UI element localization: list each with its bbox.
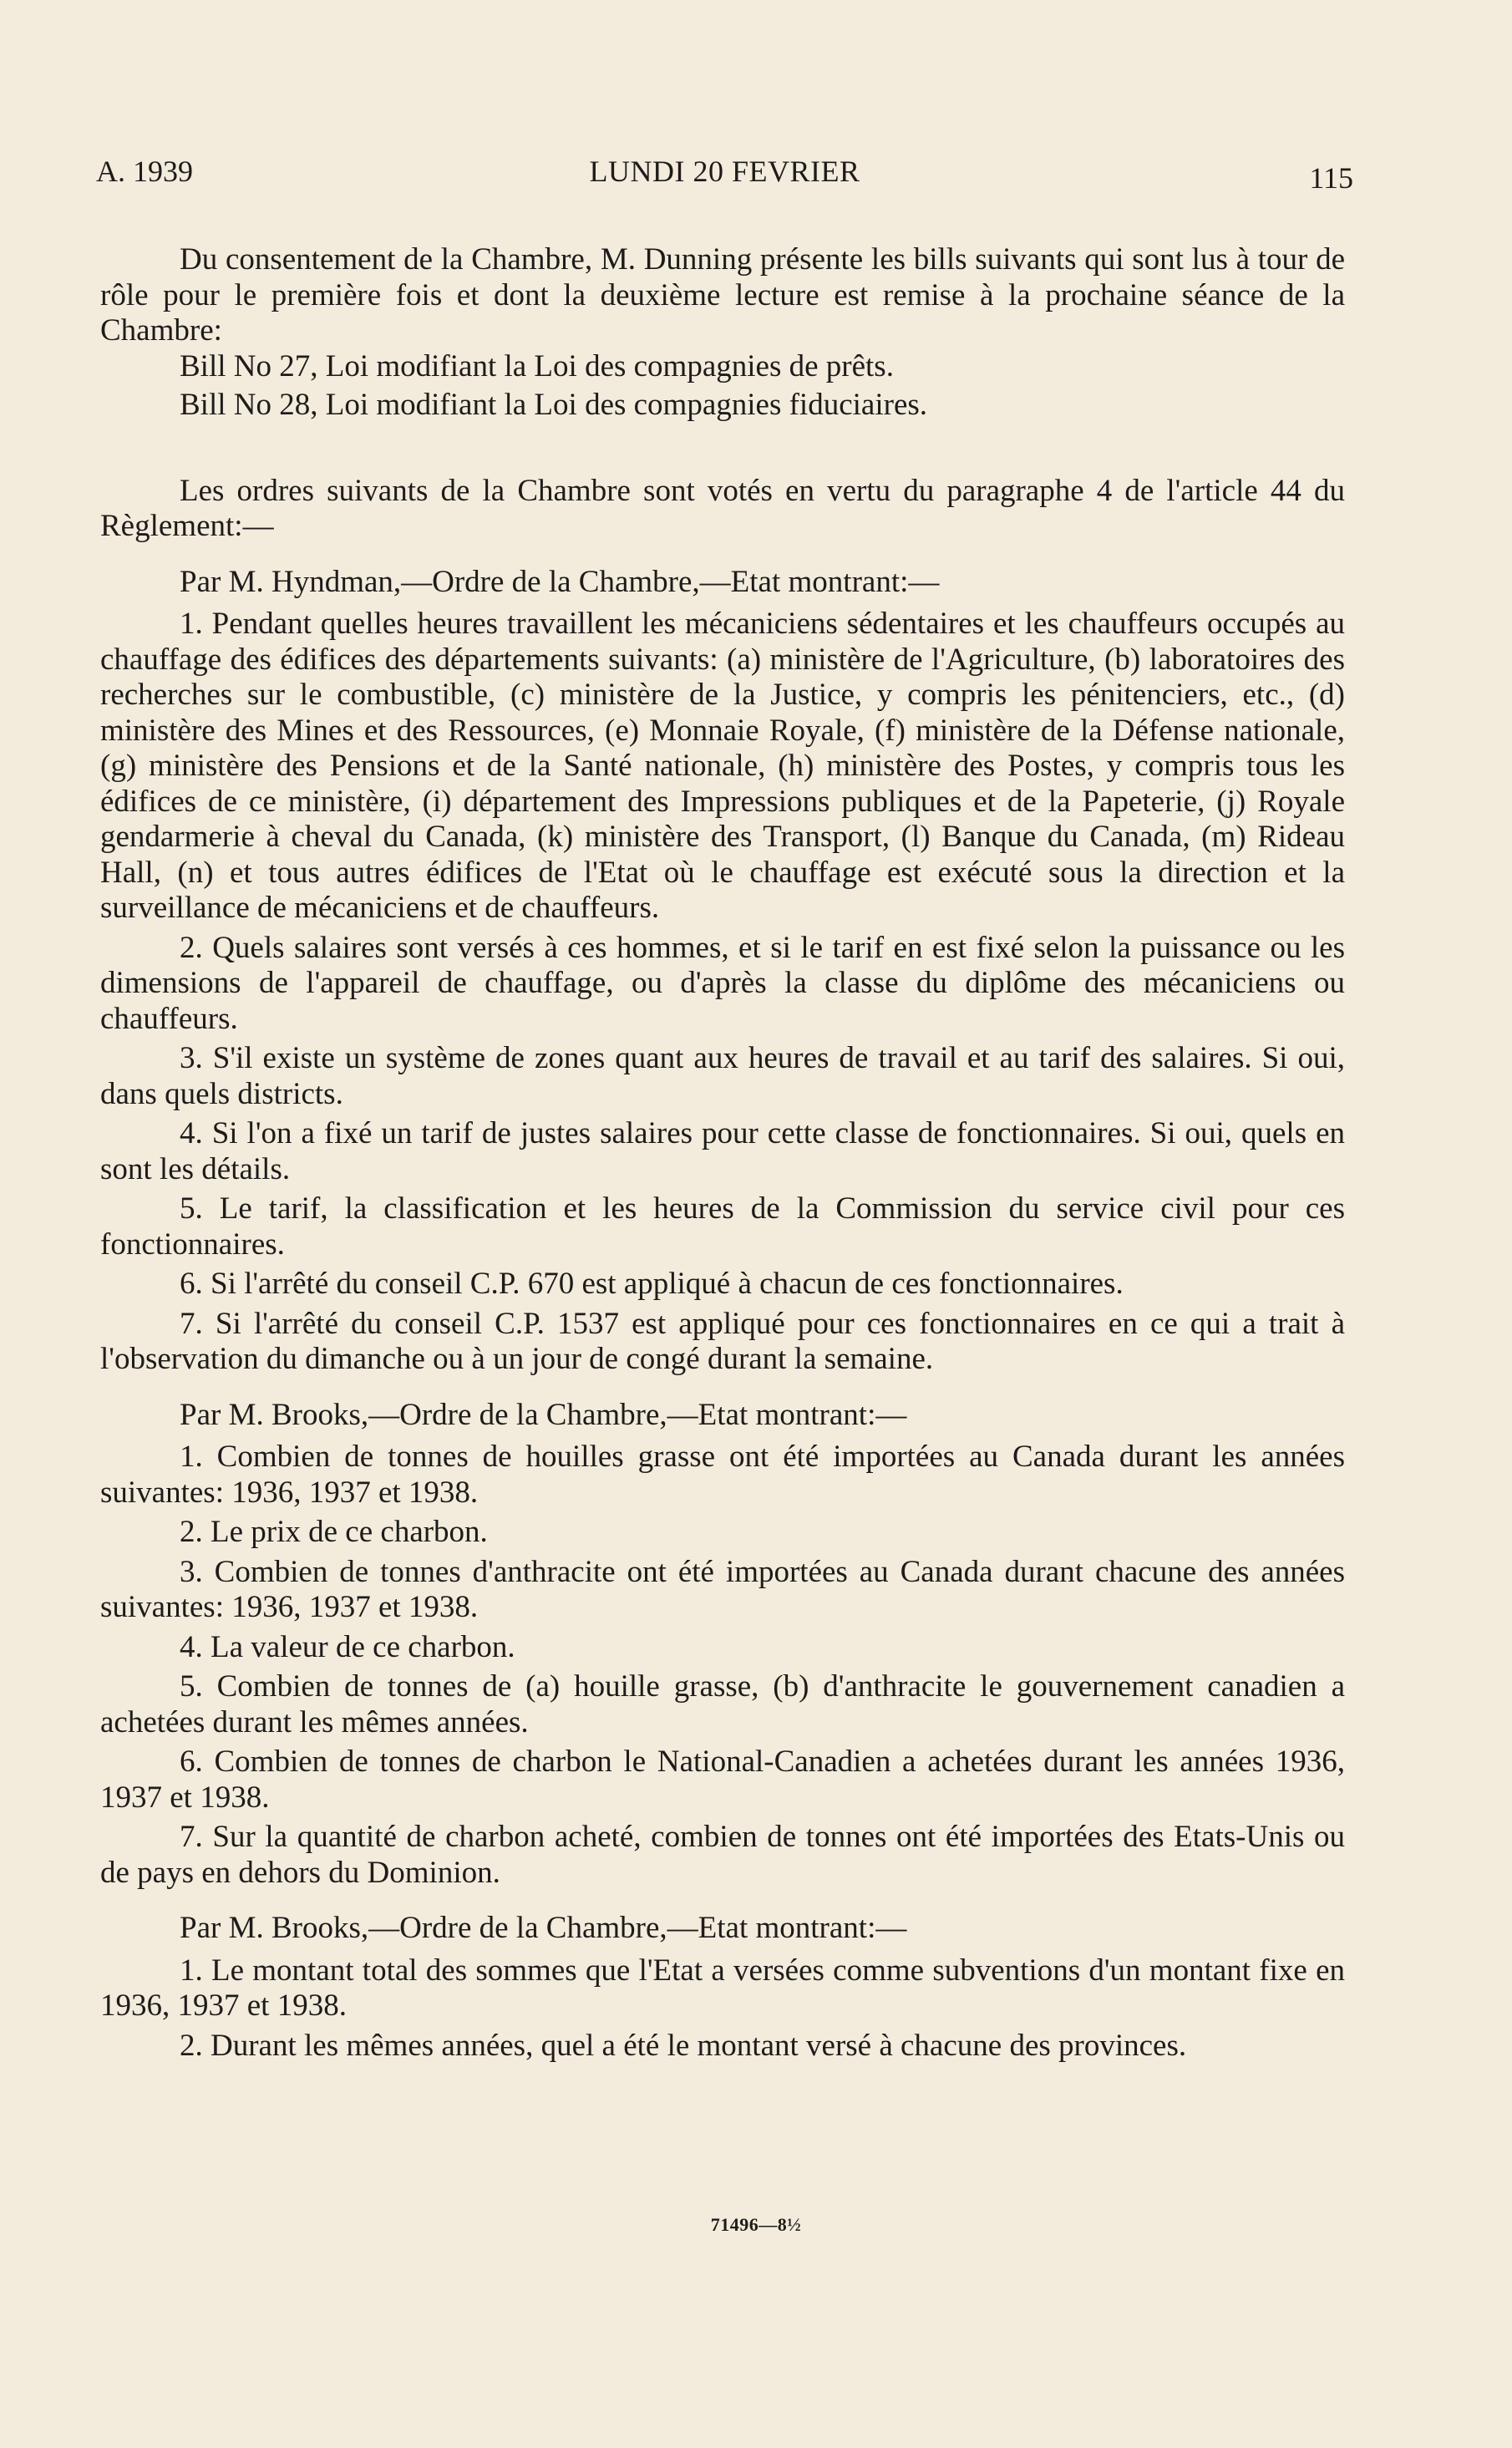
session-year: A. 1939	[96, 155, 193, 188]
order-heading: Par M. Hyndman,—Ordre de la Chambre,—Etat montrant:—	[180, 564, 940, 599]
order-brooks-subsidies	[100, 1911, 1345, 2064]
order-item: 2. Quels salaires sont versés à ces hommes, et si le tarif en est fixé selon la puissance ou les dimensions de l'appareil de chauffage, ou d'après la classe du diplôme des mécaniciens ou chauffeurs.	[100, 930, 1345, 1036]
order-item: 5. Le tarif, la classification et les heures de la Commission du service civil pour ces fonctionnaires.	[100, 1191, 1345, 1262]
order-item: 2. Le prix de ce charbon.	[180, 1515, 488, 1549]
order-item: 3. S'il existe un système de zones quant aux heures de travail et au tarif des salaires. Si oui, dans quels districts.	[100, 1041, 1345, 1111]
orders-intro-section	[100, 474, 1345, 545]
bills-section	[100, 242, 1345, 424]
bill-item: Bill No 27, Loi modifiant la Loi des compagnies de prêts.	[180, 348, 894, 383]
order-item: 6. Combien de tonnes de charbon le National-Canadien a achetées durant les années 1936, 1937 et 1938.	[100, 1745, 1345, 1815]
bill-item: Bill No 28, Loi modifiant la Loi des compagnies fiduciaires.	[180, 388, 928, 422]
order-item: 2. Durant les mêmes années, quel a été le montant versé à chacune des provinces.	[180, 2028, 1187, 2063]
order-heading: Par M. Brooks,—Ordre de la Chambre,—Etat montrant:—	[180, 1911, 907, 1945]
orders-intro-paragraph: Les ordres suivants de la Chambre sont votés en vertu du paragraphe 4 de l'article 44 du Règlement:—	[100, 473, 1345, 543]
bills-intro-paragraph: Du consentement de la Chambre, M. Dunning présente les bills suivants qui sont lus à tour de rôle pour le première fois et dont la deuxième lecture est remise à la prochaine séance de la Chambre:	[100, 242, 1345, 348]
order-item: 5. Combien de tonnes de (a) houille grasse, (b) d'anthracite le gouvernement canadien a achetées durant les mêmes années.	[100, 1669, 1345, 1740]
page-number: 115	[1309, 161, 1353, 195]
order-item: 1. Combien de tonnes de houilles grasse ont été importées au Canada durant les années suivantes: 1936, 1937 et 1938.	[100, 1440, 1345, 1510]
order-item: 7. Si l'arrêté du conseil C.P. 1537 est appliqué pour ces fonctionnaires en ce qui a trait à l'observation du dimanche ou à un jour de congé durant la semaine.	[100, 1306, 1345, 1376]
order-heading: Par M. Brooks,—Ordre de la Chambre,—Etat montrant:—	[180, 1397, 907, 1432]
order-item: 6. Si l'arrêté du conseil C.P. 670 est appliqué à chacun de ces fonctionnaires.	[180, 1267, 1124, 1301]
page-title: LUNDI 20 FEVRIER	[589, 155, 860, 188]
order-item: 4. La valeur de ce charbon.	[180, 1629, 515, 1664]
section-gap	[100, 444, 1345, 474]
order-brooks-coal	[100, 1398, 1345, 1892]
order-item: 4. Si l'on a fixé un tarif de justes salaires pour cette classe de fonctionnaires. Si oui, quels en sont les détails.	[100, 1116, 1345, 1186]
order-item: 3. Combien de tonnes d'anthracite ont été importées au Canada durant chacune des années suivantes: 1936, 1937 et 1938.	[100, 1554, 1345, 1624]
page-header	[96, 150, 1353, 195]
printer-signature: 71496—8½	[710, 2214, 802, 2235]
order-item: 7. Sur la quantité de charbon acheté, combien de tonnes ont été importées des Etats-Unis ou de pays en dehors du Dominion.	[100, 1820, 1345, 1890]
order-item: 1. Pendant quelles heures travaillent les mécaniciens sédentaires et les chauffeurs occupés au chauffage des édifices des départements suivants: (a) ministère de l'Agriculture, (b) laboratoires des recherches sur le combustible, (c) ministère de la Justice, y compris les pénitenciers, etc., (d) ministère des Mines et des Ressources, (e) Monnaie Royale, (f) ministère de la Défense nationale, (g) ministère des Pensions et de la Santé nationale, (h) ministère des Postes, y compris tous les édifices de ce ministère, (i) département des Impressions publiques et de la Papeterie, (j) Royale gendarmerie à cheval du Canada, (k) ministère des Transport, (l) Banque du Canada, (m) Rideau Hall, (n) et tous autres édifices de l'Etat où le chauffage est exécuté sous la direction et la surveillance de mécaniciens et de chauffeurs.	[100, 607, 1345, 925]
order-hyndman	[100, 565, 1345, 1378]
order-item: 1. Le montant total des sommes que l'Etat a versées comme subventions d'un montant fixe en 1936, 1937 et 1938.	[100, 1953, 1345, 2023]
page-body	[100, 242, 1345, 2084]
